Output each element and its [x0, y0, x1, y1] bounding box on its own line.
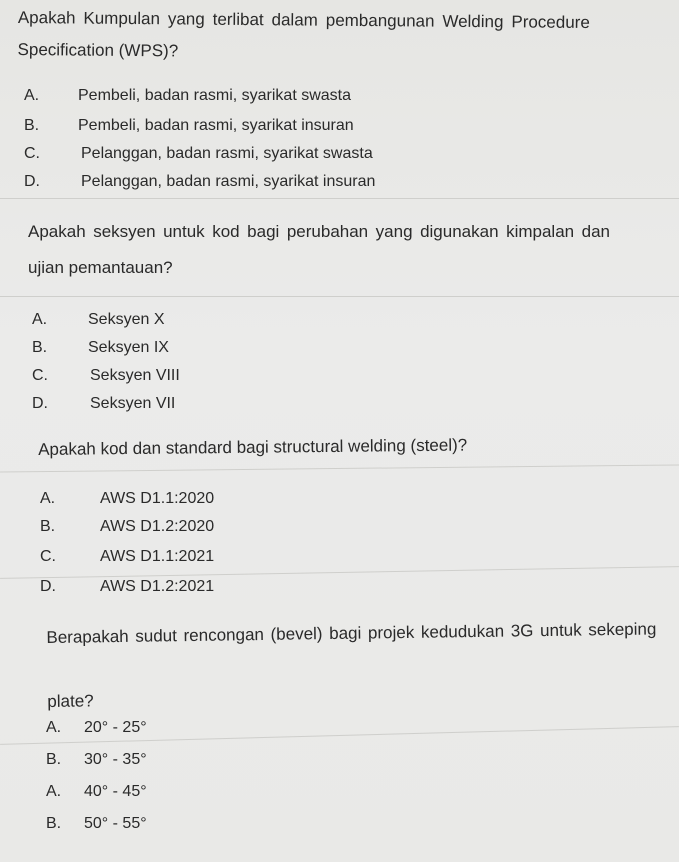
option-letter: B. — [24, 117, 40, 134]
option-letter: A. — [40, 490, 56, 507]
question-2-option-a[interactable] — [32, 306, 164, 334]
option-text: Pembeli, badan rasmi, syarikat insuran — [78, 117, 354, 134]
option-letter: D. — [40, 578, 56, 595]
question-3-option-b[interactable] — [40, 513, 214, 541]
question-2-text: Apakah seksyen untuk kod bagi perubahan yang digunakan kimpalan dan ujian pemantauan? — [28, 222, 610, 277]
option-text: Pelanggan, badan rasmi, syarikat swasta — [81, 145, 373, 162]
question-3-option-d[interactable] — [40, 573, 214, 601]
option-letter: B. — [40, 518, 56, 535]
option-text: AWS D1.2:2021 — [100, 578, 215, 595]
option-letter: A. — [46, 719, 62, 736]
option-text: AWS D1.1:2021 — [100, 548, 215, 565]
option-letter: D. — [24, 173, 40, 190]
option-text: 40° - 45° — [84, 783, 147, 800]
option-text: 30° - 35° — [84, 751, 147, 768]
question-4-option-a[interactable] — [46, 714, 147, 742]
question-3-option-a[interactable] — [40, 485, 214, 513]
option-letter: C. — [40, 548, 56, 565]
paper-rule — [0, 198, 679, 199]
question-1-option-a[interactable] — [24, 82, 351, 110]
question-1-option-c[interactable] — [24, 140, 373, 168]
question-4-option-c[interactable] — [46, 778, 147, 806]
option-text: AWS D1.1:2020 — [100, 490, 215, 507]
option-text: Pelanggan, badan rasmi, syarikat insuran — [81, 173, 376, 190]
paper-rule — [0, 464, 679, 472]
option-letter: C. — [32, 367, 48, 384]
question-3-option-c[interactable] — [40, 543, 214, 571]
option-text: Seksyen IX — [88, 339, 169, 356]
question-1-text: Apakah Kumpulan yang terlibat dalam pembangunan Welding Procedure Specification (WPS)? — [17, 7, 590, 61]
question-3-text: Apakah kod dan standard bagi structural welding (steel)? — [38, 435, 468, 459]
option-text: Seksyen VII — [90, 395, 176, 412]
question-2-option-b[interactable] — [32, 334, 169, 362]
option-letter: A. — [46, 783, 62, 800]
option-letter: C. — [24, 145, 40, 162]
question-1-option-b[interactable] — [24, 112, 354, 140]
option-text: Pembeli, badan rasmi, syarikat swasta — [78, 87, 351, 104]
paper-rule — [0, 296, 679, 297]
option-letter: B. — [46, 751, 62, 768]
question-2-option-d[interactable] — [32, 390, 175, 418]
option-letter: B. — [46, 815, 62, 832]
question-4-option-d[interactable] — [46, 810, 147, 838]
question-4-text: Berapakah sudut rencongan (bevel) bagi projek kedudukan 3G untuk sekeping plate? — [46, 619, 657, 711]
option-text: 50° - 55° — [84, 815, 147, 832]
option-text: Seksyen X — [88, 311, 165, 328]
option-letter: B. — [32, 339, 48, 356]
question-1-option-d[interactable] — [24, 168, 375, 196]
option-text: Seksyen VIII — [90, 367, 180, 384]
option-letter: D. — [32, 395, 48, 412]
option-text: 20° - 25° — [84, 719, 147, 736]
question-2-option-c[interactable] — [32, 362, 180, 390]
option-letter: A. — [24, 87, 40, 104]
question-4-option-b[interactable] — [46, 746, 147, 774]
option-text: AWS D1.2:2020 — [100, 518, 215, 535]
option-letter: A. — [32, 311, 48, 328]
